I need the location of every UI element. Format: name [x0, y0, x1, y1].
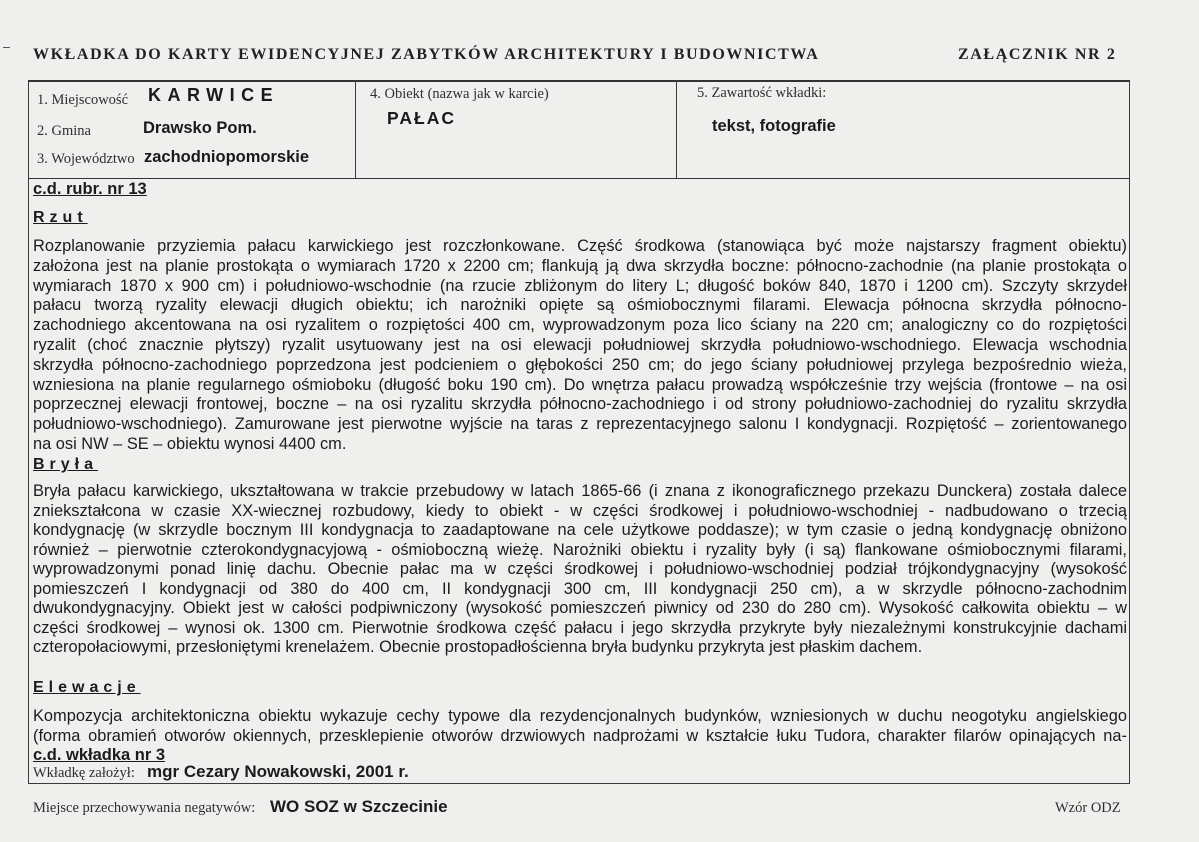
author-value: mgr Cezary Nowakowski, 2001 r. — [147, 762, 409, 781]
voivodeship-value: zachodniopomorskie — [144, 148, 310, 166]
text-line: południowo-wschodniego). Zamurowane jest pierwotne wyjście na taras z reprezentacyjnego salonu I kondygnacji. Rozpiętość – zorientowanego — [33, 415, 1127, 434]
text-line: czteropołaciowymi, przesłoniętymi krenelażem. Obecnie prostopadłościenna bryła budynku przykryta jest płaskim dachem. — [33, 638, 923, 656]
info-box-divider — [355, 80, 356, 178]
object-label: 4. Obiekt (nazwa jak w karcie) — [370, 86, 549, 102]
text-line: kondygnację (w skrzydle bocznym III kondygnacja to zaadaptowane na cele użytkowe poddasze); w tym czasie o jedną kondygnację obniżono — [33, 521, 1127, 539]
text-line: pomieszczeń I kondygnacji od 380 do 400 cm, II kondygnacji 300 cm, III kondygnacji 250 cm), a w skrzydle północno-zachodnim — [33, 579, 1127, 598]
info-box-divider — [676, 80, 677, 178]
text-line: dwukondygnacyjny. Obiekt jest w całości podpiwniczony (wysokość pomieszczeń piwnicy od 230 do 280 cm). Wysokość całkowita obiektu – w — [33, 599, 1127, 617]
scan-mark — [3, 47, 10, 48]
locality-value: KARWICE — [148, 85, 280, 105]
continuation-to: c.d. wkładka nr 3 — [33, 746, 166, 764]
text-line: Rozplanowanie przyziemia pałacu karwickiego jest rozczłonkowane. Część środkowa (stanowiąca być może najstarszy fragment obiektu) — [33, 237, 1127, 255]
negatives-location-value: WO SOZ w Szczecinie — [270, 797, 448, 816]
text-line: zniekształcona w czasie XX-wiecznej rozbudowy, kiedy to obiekt - w części środkowej i południowo-wschodniej - nadbudowano o trzecią — [33, 501, 1127, 520]
text-line: zachodniego akcentowana na osi ryzalitem o rozpiętości 400 cm, wyprowadzonym poza lico ściany na 220 cm; analogiczny co do rozpiętości — [33, 316, 1127, 335]
section-text-elewacje — [33, 706, 1127, 746]
section-heading-rzut: Rzut — [33, 209, 88, 226]
text-line: wyprowadzonymi ponad linię dachu. Obecnie pałac ma w części środkowej i południowo-wschodniej podział trójkondygnacyjny (wysokość — [33, 560, 1127, 578]
text-line: na osi NW – SE – obiektu wynosi 4400 cm. — [33, 434, 347, 453]
negatives-location-label: Miejsce przechowywania negatywów: — [33, 800, 256, 816]
contents-label: 5. Zawartość wkładki: — [697, 85, 827, 101]
document-title: WKŁADKA DO KARTY EWIDENCYJNEJ ZABYTKÓW ARCHITEKTURY I BUDOWNICTWA — [33, 46, 820, 63]
text-line: części środkowej – wynosi ok. 1300 cm. Pierwotnie środkowa część pałacu i jego skrzydła przykryte były niezależnymi konstrukcyjnie dachami — [33, 618, 1127, 637]
locality-label: 1. Miejscowość — [37, 92, 129, 108]
section-heading-elewacje: Elewacje — [33, 679, 141, 696]
text-line: założona jest na planie prostokąta o wymiarach 1720 x 2200 cm; flankują ją dwa skrzydła boczne: północno-zachodnie (na planie prostokąta o — [33, 256, 1127, 275]
section-text-bryla — [33, 482, 1127, 658]
text-line: również – pierwotnie czterokondygnacyjową - ośmioboczną wieżę. Narożniki obiektu i ryzality były (i są) flankowane ośmiobocznymi filarami, — [33, 540, 1127, 559]
author-label: Wkładkę założył: — [33, 765, 135, 781]
text-line: skrzydła północno-zachodniego poprzedzona jest podcieniem o głębokości 250 cm; do jego ściany południowej przylega bezpośrednio wieża, — [33, 355, 1127, 374]
form-model: Wzór ODZ — [1055, 800, 1121, 816]
annex-number: ZAŁĄCZNIK NR 2 — [958, 46, 1117, 63]
text-line: wzniesiona na planie regularnego ośmioboku (długość boku 190 cm). Do wnętrza pałacu prowadzą współcześnie trzy wejścia (frontowe – na osi — [33, 375, 1127, 394]
section-heading-bryla: Bryła — [33, 456, 99, 473]
continuation-from: c.d. rubr. nr 13 — [33, 180, 147, 198]
info-box — [28, 80, 1130, 179]
text-line: Bryła pałacu karwickiego, ukształtowana w trakcie przebudowy w latach 1865-66 (i znana z ikonograficznego przekazu Dunckera) została dalece — [33, 482, 1127, 500]
contents-value: tekst, fotografie — [712, 117, 836, 135]
commune-value: Drawsko Pom. — [143, 119, 257, 137]
section-text-rzut — [33, 237, 1127, 455]
text-line: poprzecznej elewacji frontowej, boczne – na osi ryzalitu skrzydła północno-zachodniego i od strony południowo-zachodniej do ryzalitu skrzydła — [33, 395, 1127, 414]
text-line: Kompozycja architektoniczna obiektu wykazuje cechy typowe dla rezydencjonalnych budynków, wzniesionych w duchu neogotyku angielskiego — [33, 707, 1127, 725]
voivodeship-label: 3. Województwo — [37, 151, 135, 167]
text-line: ryzalit (choć znacznie płytszy) ryzalit usytuowany jest na osi elewacji południowej skrzydła południowo-wschodniego. Elewacja wschodnia — [33, 335, 1127, 354]
text-line: pałacu tworzą ryzality elewacji długich obiektu; ich narożniki opięte są ośmiobocznymi filarami. Elewacja północna skrzydła północno- — [33, 296, 1127, 315]
commune-label: 2. Gmina — [37, 123, 91, 139]
object-value: PAŁAC — [387, 108, 456, 128]
text-line: wymiarach 1870 x 900 cm) i południowo-wschodnie (na rzucie zbliżonym do litery L; długość boków 840, 1870 i 1200 cm). Szczyty skrzydeł — [33, 276, 1127, 295]
text-line: (forma obramień otworów okiennych, przesklepienie otworów drzwiowych nadprożami w kształcie łuku Tudora, charakter filarów opinających na- — [33, 727, 1127, 745]
